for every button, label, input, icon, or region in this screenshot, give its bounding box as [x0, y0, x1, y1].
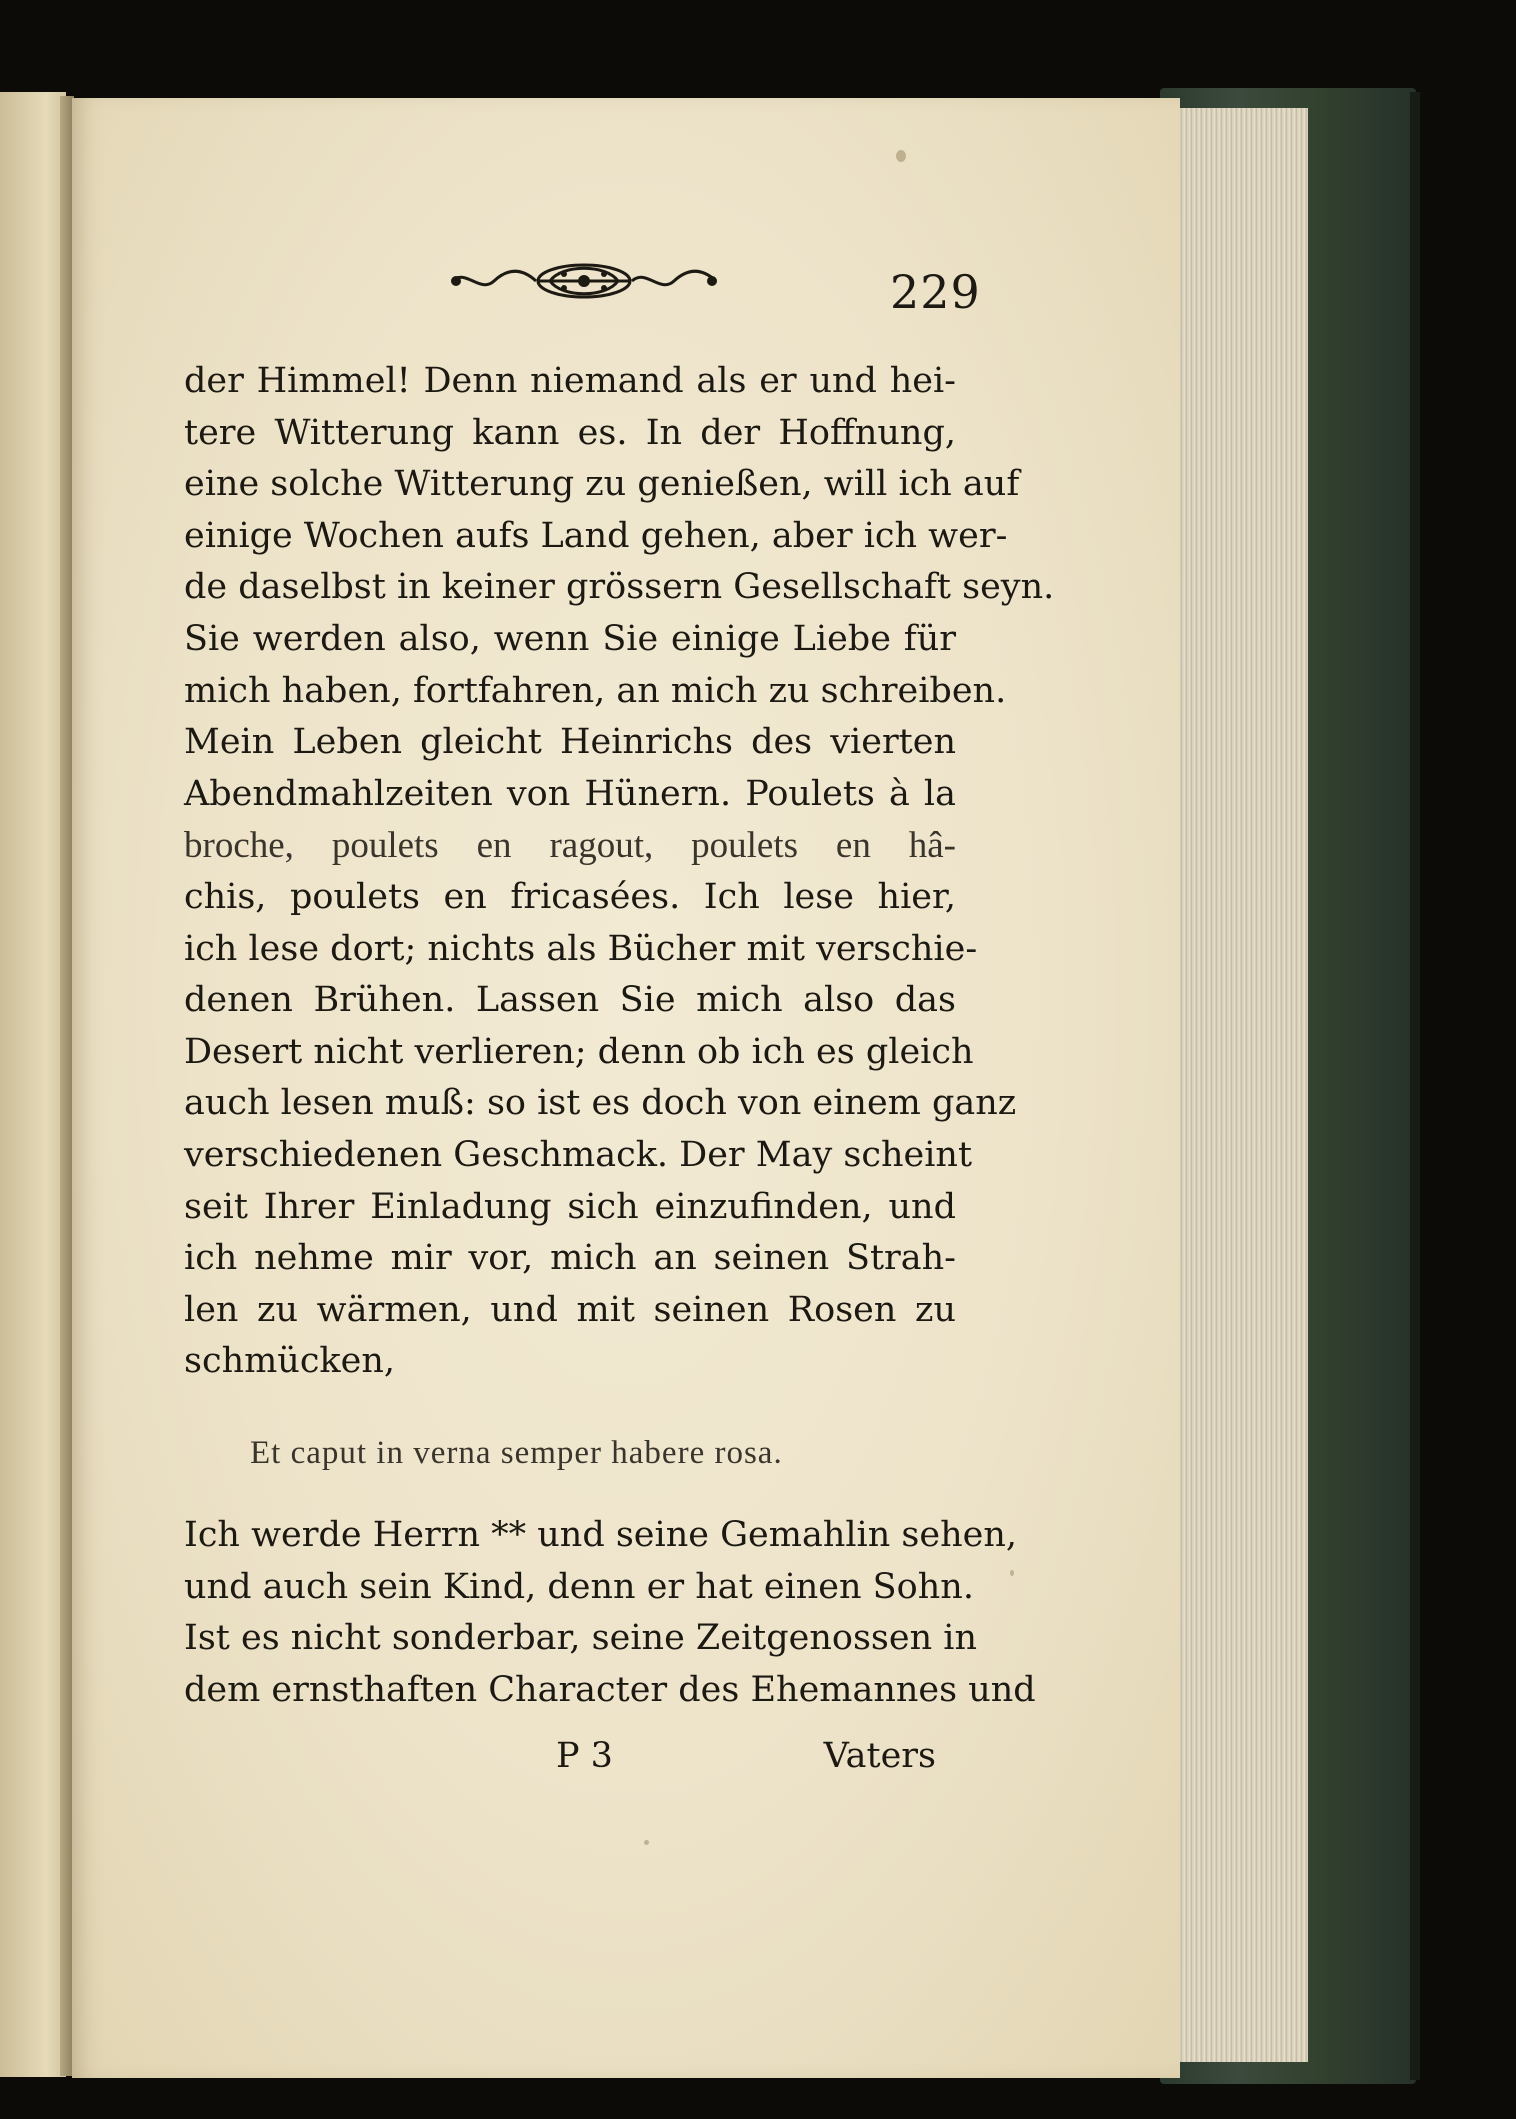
text-line: seit Ihrer Einladung sich einzufinden, und	[184, 1186, 956, 1227]
signature-mark: P 3	[556, 1736, 613, 1776]
text-line: mich haben, fortfahren, an mich zu schreiben.	[184, 670, 1007, 711]
text-line: Ich werde Herrn ** und seine Gemahlin sehen,	[184, 1515, 1018, 1555]
main-text-block-continued	[184, 1510, 1036, 1716]
text-line: de daselbst in keiner grössern Gesellschaft seyn.	[184, 567, 1055, 608]
text-line: denen Brühen. Lassen Sie mich also das	[184, 980, 956, 1021]
page-block-edges	[1176, 108, 1308, 2062]
text-line: Mein Leben gleicht Heinrichs des vierten	[184, 722, 956, 763]
page-footer	[556, 1736, 936, 1786]
text-line: ich lese dort; nichts als Bücher mit verschie-	[184, 928, 978, 969]
text-line: und auch sein Kind, denn er hat einen Sohn.	[184, 1566, 974, 1607]
text-line: Sie werden also, wenn Sie einige Liebe für	[184, 618, 956, 659]
ornament-headpiece-icon	[446, 258, 722, 304]
text-line: Ist es nicht sonderbar, seine Zeitgenossen in	[184, 1618, 977, 1659]
text-line: broche, poulets en ragout, poulets en hâ-	[184, 825, 956, 867]
catchword: Vaters	[823, 1736, 936, 1776]
text-line: einige Wochen aufs Land gehen, aber ich wer-	[184, 515, 1008, 556]
paper-speck	[644, 1840, 649, 1845]
text-line: auch lesen muß: so ist es doch von einem ganz	[184, 1083, 1017, 1124]
paper-speck	[896, 150, 906, 162]
main-text-block	[184, 356, 1055, 1388]
paper-speck	[1010, 1570, 1014, 1576]
text-line: ich nehme mir vor, mich an seinen Strah-	[184, 1238, 956, 1279]
page-number: 229	[890, 265, 981, 319]
text-line: len zu wärmen, und mit seinen Rosen zu	[184, 1289, 956, 1330]
text-line: chis, poulets en fricasées. Ich lese hier,	[184, 876, 956, 917]
text-line: dem ernsthaften Character des Ehemannes und	[184, 1669, 1036, 1710]
text-line: verschiedenen Geschmack. Der May scheint	[184, 1134, 973, 1175]
text-line: eine solche Witterung zu genießen, will ich auf	[184, 464, 1020, 505]
facing-page-edge	[0, 92, 66, 2077]
text-line: Abendmahlzeiten von Hünern. Poulets à la	[184, 773, 956, 814]
book-cover-edge	[1410, 92, 1420, 2080]
text-line: der Himmel! Denn niemand als er und hei-	[184, 361, 956, 401]
text-line: Desert nicht verlieren; denn ob ich es gleich	[184, 1031, 974, 1072]
latin-quotation: Et caput in verna semper habere rosa.	[250, 1435, 783, 1471]
text-line: tere Witterung kann es. In der Hoffnung,	[184, 412, 956, 453]
text-line: schmücken,	[184, 1341, 396, 1382]
